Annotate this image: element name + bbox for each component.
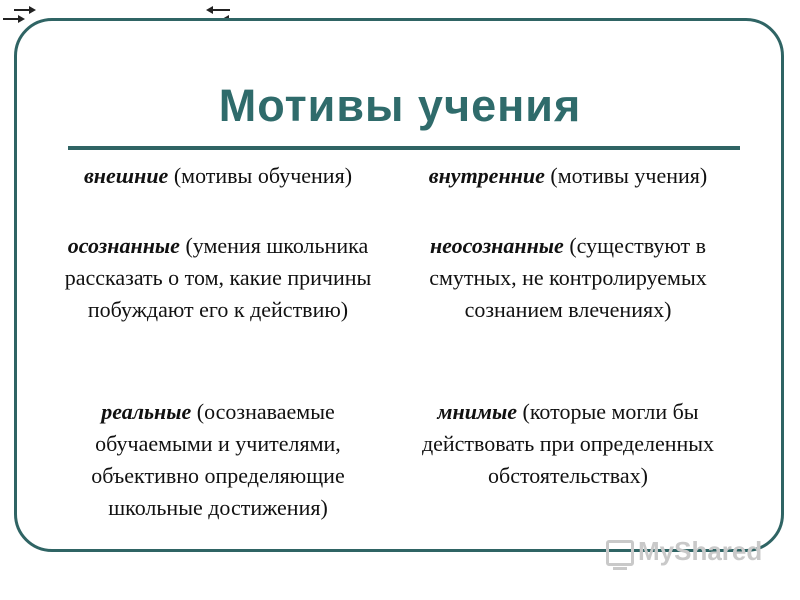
cell-imaginary (398, 396, 738, 492)
term: реальные (101, 399, 192, 424)
desc: (умения школьника рассказать о том, какие причины побуждают его к действию) (64, 233, 372, 322)
desc: (мотивы учения) (544, 163, 708, 188)
term: осознанные (67, 233, 180, 258)
term: внутренние (428, 163, 545, 188)
term: мнимые (437, 399, 518, 424)
cell-real (48, 396, 388, 524)
arrow-right-icon (14, 9, 30, 11)
cell-unconscious (398, 230, 738, 326)
title-divider (68, 146, 740, 150)
presentation-icon (606, 540, 634, 566)
page-title: Мотивы учения (218, 80, 582, 131)
cell-internal (398, 160, 738, 192)
cell-conscious (48, 230, 388, 326)
cell-external (48, 160, 388, 192)
watermark (606, 536, 762, 567)
term: неосознанные (429, 233, 564, 258)
arrow-right-icon (3, 18, 19, 20)
arrow-left-icon (212, 9, 230, 11)
desc: (осознаваемые обучаемыми и учителями, объективно определяющие школьные достижения) (91, 399, 345, 520)
desc: (которые могли бы действовать при определенных обстоятельствах) (421, 399, 715, 488)
term: внешние (83, 163, 169, 188)
desc: (мотивы обучения) (168, 163, 353, 188)
watermark-text: MyShared (638, 536, 763, 566)
desc: (существуют в смутных, не контролируемых сознанием влечениях) (429, 233, 707, 322)
